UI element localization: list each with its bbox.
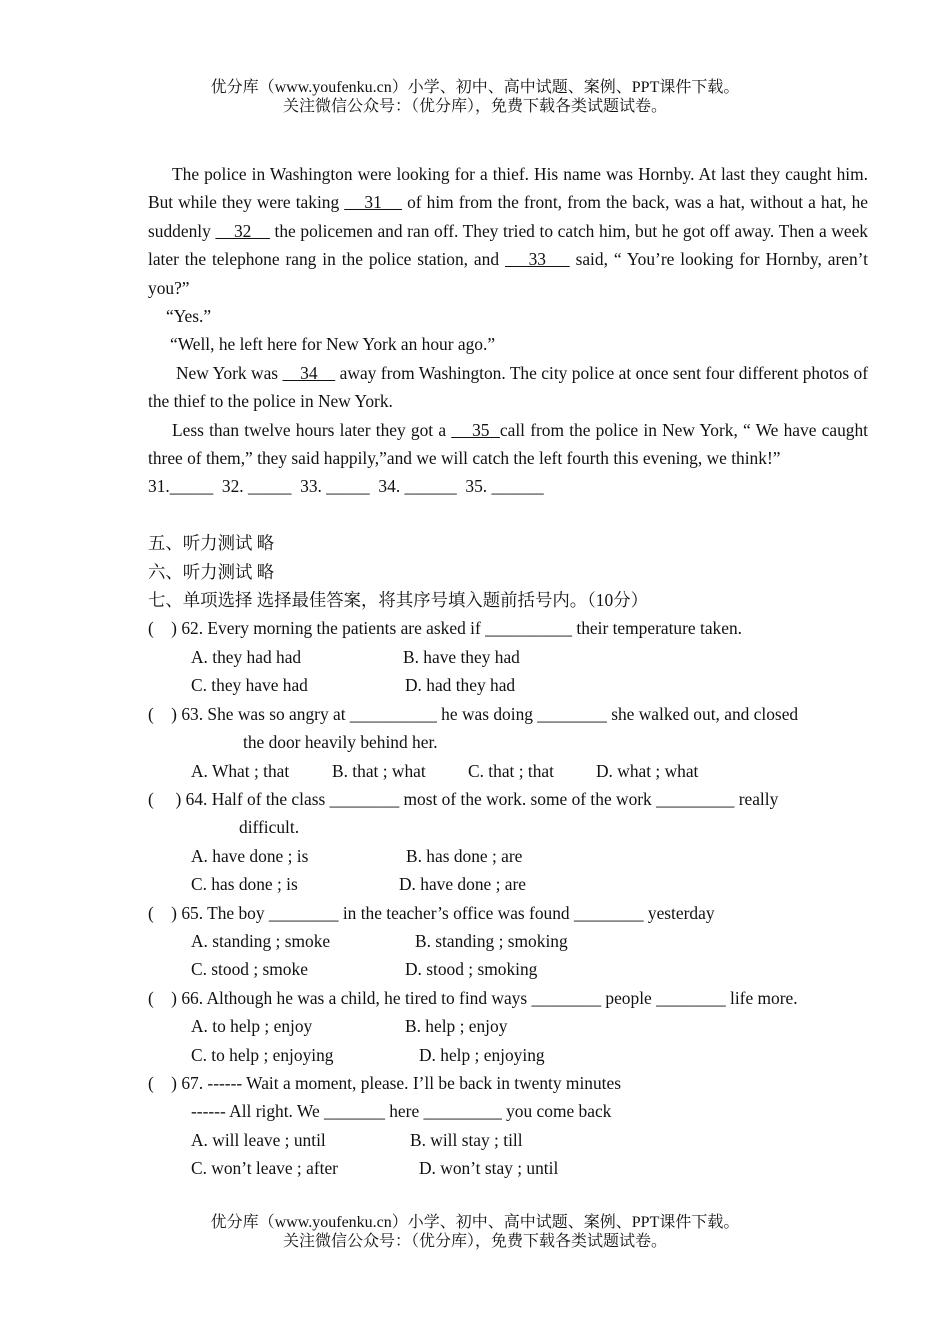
blank-33: 33 <box>504 249 570 270</box>
option-b: B. that ; what <box>332 760 426 781</box>
option-b: B. standing ; smoking <box>415 930 568 951</box>
options-66 <box>148 1012 868 1040</box>
option-c: C. they have had <box>191 675 308 696</box>
header-line-1: 优分库（www.youfenku.cn）小学、初中、高中试题、案例、PPT课件下载。 <box>210 79 740 96</box>
blank-35: 35 <box>451 419 500 440</box>
options-64 <box>148 842 868 870</box>
passage-paragraph-4 <box>148 359 868 416</box>
option-a: A. to help ; enjoy <box>191 1016 313 1037</box>
option-d: D. won’t stay ; until <box>419 1158 559 1179</box>
option-c: C. won’t leave ; after <box>191 1158 338 1179</box>
option-d: D. what ; what <box>596 760 699 781</box>
passage-text: said, “ You’re looking for Hornby, aren’t you?” <box>148 249 868 298</box>
page-header <box>0 78 950 116</box>
option-c: C. to help ; enjoying <box>191 1044 334 1065</box>
option-b: B. will stay ; till <box>410 1129 523 1150</box>
options-66-cd <box>148 1041 868 1069</box>
passage-text: of him from the front, from the back, was a hat, without a hat, he suddenly <box>148 192 868 241</box>
option-a: A. What ; that <box>191 760 290 781</box>
blank-34: 34 <box>282 362 336 383</box>
option-b: B. have they had <box>403 646 520 667</box>
passage-paragraph-2: “Yes.” <box>166 306 212 327</box>
option-b: B. has done ; are <box>406 845 523 866</box>
options-64-cd <box>148 870 868 898</box>
passage-text: Less than twelve hours later they got a <box>172 419 452 440</box>
footer-line-2: 关注微信公众号：（优分库），免费下载各类试题试卷。 <box>282 1233 667 1250</box>
section-7-heading: 七、单项选择 选择最佳答案，将其序号填入题前括号内。（10分） <box>148 590 648 611</box>
options-62-cd <box>148 671 868 699</box>
option-c: C. stood ; smoke <box>191 959 308 980</box>
passage-text: New York was <box>176 362 283 383</box>
passage-text: the policemen and ran off. They tried to catch him, but he got off away. Then a week later the telephone rang in the police station, and <box>148 220 868 270</box>
question-63-continued: the door heavily behind her. <box>243 732 438 753</box>
document-body <box>148 160 868 1183</box>
option-a: A. have done ; is <box>191 845 309 866</box>
option-d: D. have done ; are <box>399 874 526 895</box>
blank-31: 31 <box>344 192 403 213</box>
options-67 <box>148 1126 868 1154</box>
passage-text: away from Washington. The city police at once sent four different photos of the thief to the police in New York. <box>148 362 868 412</box>
passage-paragraph-5 <box>148 416 868 473</box>
header-line-2: 关注微信公众号：（优分库），免费下载各类试题试卷。 <box>282 98 667 115</box>
question-64: ( ) 64. Half of the class ________ most of the work. some of the work _________ really <box>148 788 779 809</box>
question-64-continued: difficult. <box>239 817 300 838</box>
passage-paragraph-3: “Well, he left here for New York an hour ago.” <box>170 334 496 355</box>
options-67-cd <box>148 1154 868 1182</box>
option-d: D. stood ; smoking <box>405 959 538 980</box>
option-d: D. had they had <box>405 675 516 696</box>
question-66: ( ) 66. Although he was a child, he tired to find ways ________ people ________ life more. <box>148 987 798 1008</box>
blank-32: 32 <box>215 220 270 241</box>
page-footer <box>0 1213 950 1251</box>
section-5-heading: 五、听力测试 略 <box>148 533 275 554</box>
options-62 <box>148 643 868 671</box>
passage-text: call from the police in New York, “ We have caught three of them,” they said happily,”and we will catch the left fourth this evening, we think!” <box>148 419 868 469</box>
passage-text: The police in Washington were looking for a thief. His name was Hornby. At last they caught him. But while they were taking <box>148 164 868 213</box>
options-65 <box>148 927 868 955</box>
footer-line-1: 优分库（www.youfenku.cn）小学、初中、高中试题、案例、PPT课件下载。 <box>210 1214 740 1231</box>
option-c: C. has done ; is <box>191 874 298 895</box>
options-65-cd <box>148 955 868 983</box>
answer-line: 31._____ 32. _____ 33. _____ 34. ______ 35. ______ <box>148 476 544 497</box>
option-a: A. will leave ; until <box>191 1129 326 1150</box>
section-6-heading: 六、听力测试 略 <box>148 561 275 582</box>
question-65: ( ) 65. The boy ________ in the teacher’s office was found ________ yesterday <box>148 902 715 923</box>
option-b: B. help ; enjoy <box>405 1016 508 1037</box>
option-c: C. that ; that <box>468 760 554 781</box>
option-a: A. they had had <box>191 646 302 667</box>
option-a: A. standing ; smoke <box>191 930 331 951</box>
option-d: D. help ; enjoying <box>419 1044 545 1065</box>
question-67: ( ) 67. ------ Wait a moment, please. I’ll be back in twenty minutes <box>148 1072 621 1093</box>
passage-paragraph-1 <box>148 160 868 302</box>
question-62: ( ) 62. Every morning the patients are asked if __________ their temperature taken. <box>148 618 742 639</box>
question-67-continued: ------ All right. We _______ here _________ you come back <box>191 1101 612 1122</box>
question-63: ( ) 63. She was so angry at __________ he was doing ________ she walked out, and closed <box>148 703 799 724</box>
options-63 <box>148 757 868 785</box>
